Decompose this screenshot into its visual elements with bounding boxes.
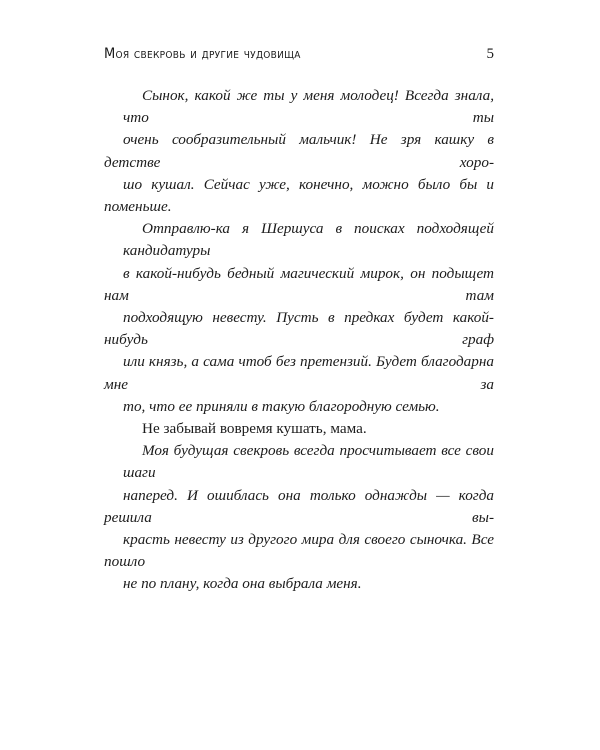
text-line: наперед. И ошиблась она только однажды — когда решила вы-	[104, 486, 494, 526]
text-line: Сынок, какой же ты у меня молодец! Всегда знала, что ты	[123, 87, 494, 127]
text-line: Не забывай вовремя кушать, мама.	[142, 420, 367, 438]
paragraph	[104, 218, 494, 418]
text-line: то, что ее приняли в такую благородную семью.	[123, 397, 440, 415]
book-title: Моя свекровь и другие чудовища	[104, 46, 301, 62]
text-line: не по плану, когда она выбрала меня.	[123, 575, 362, 593]
text-line: Моя будущая свекровь всегда просчитывает все свои шаги	[123, 442, 494, 482]
text-line: шо кушал. Сейчас уже, конечно, можно было бы и поменьше.	[104, 175, 494, 216]
paragraph	[104, 418, 494, 440]
text-line: Отправлю-ка я Шершуса в поисках подходящей кандидатуры	[123, 220, 494, 260]
body-text	[104, 85, 494, 596]
paragraph	[104, 440, 494, 595]
text-line: или князь, а сама чтоб без претензий. Будет благодарна мне за	[104, 353, 494, 393]
text-line: очень сообразительный мальчик! Не зря кашку в детстве хоро-	[104, 131, 494, 171]
text-line: подходящую невесту. Пусть в предках будет какой-нибудь граф	[104, 309, 494, 349]
text-line: в какой-нибудь бедный магический мирок, он подыщет нам там	[104, 264, 494, 304]
text-line: красть невесту из другого мира для своего сыночка. Все пошло	[104, 531, 494, 571]
page-number: 5	[486, 46, 494, 62]
running-header	[104, 46, 494, 68]
paragraph	[104, 85, 494, 218]
